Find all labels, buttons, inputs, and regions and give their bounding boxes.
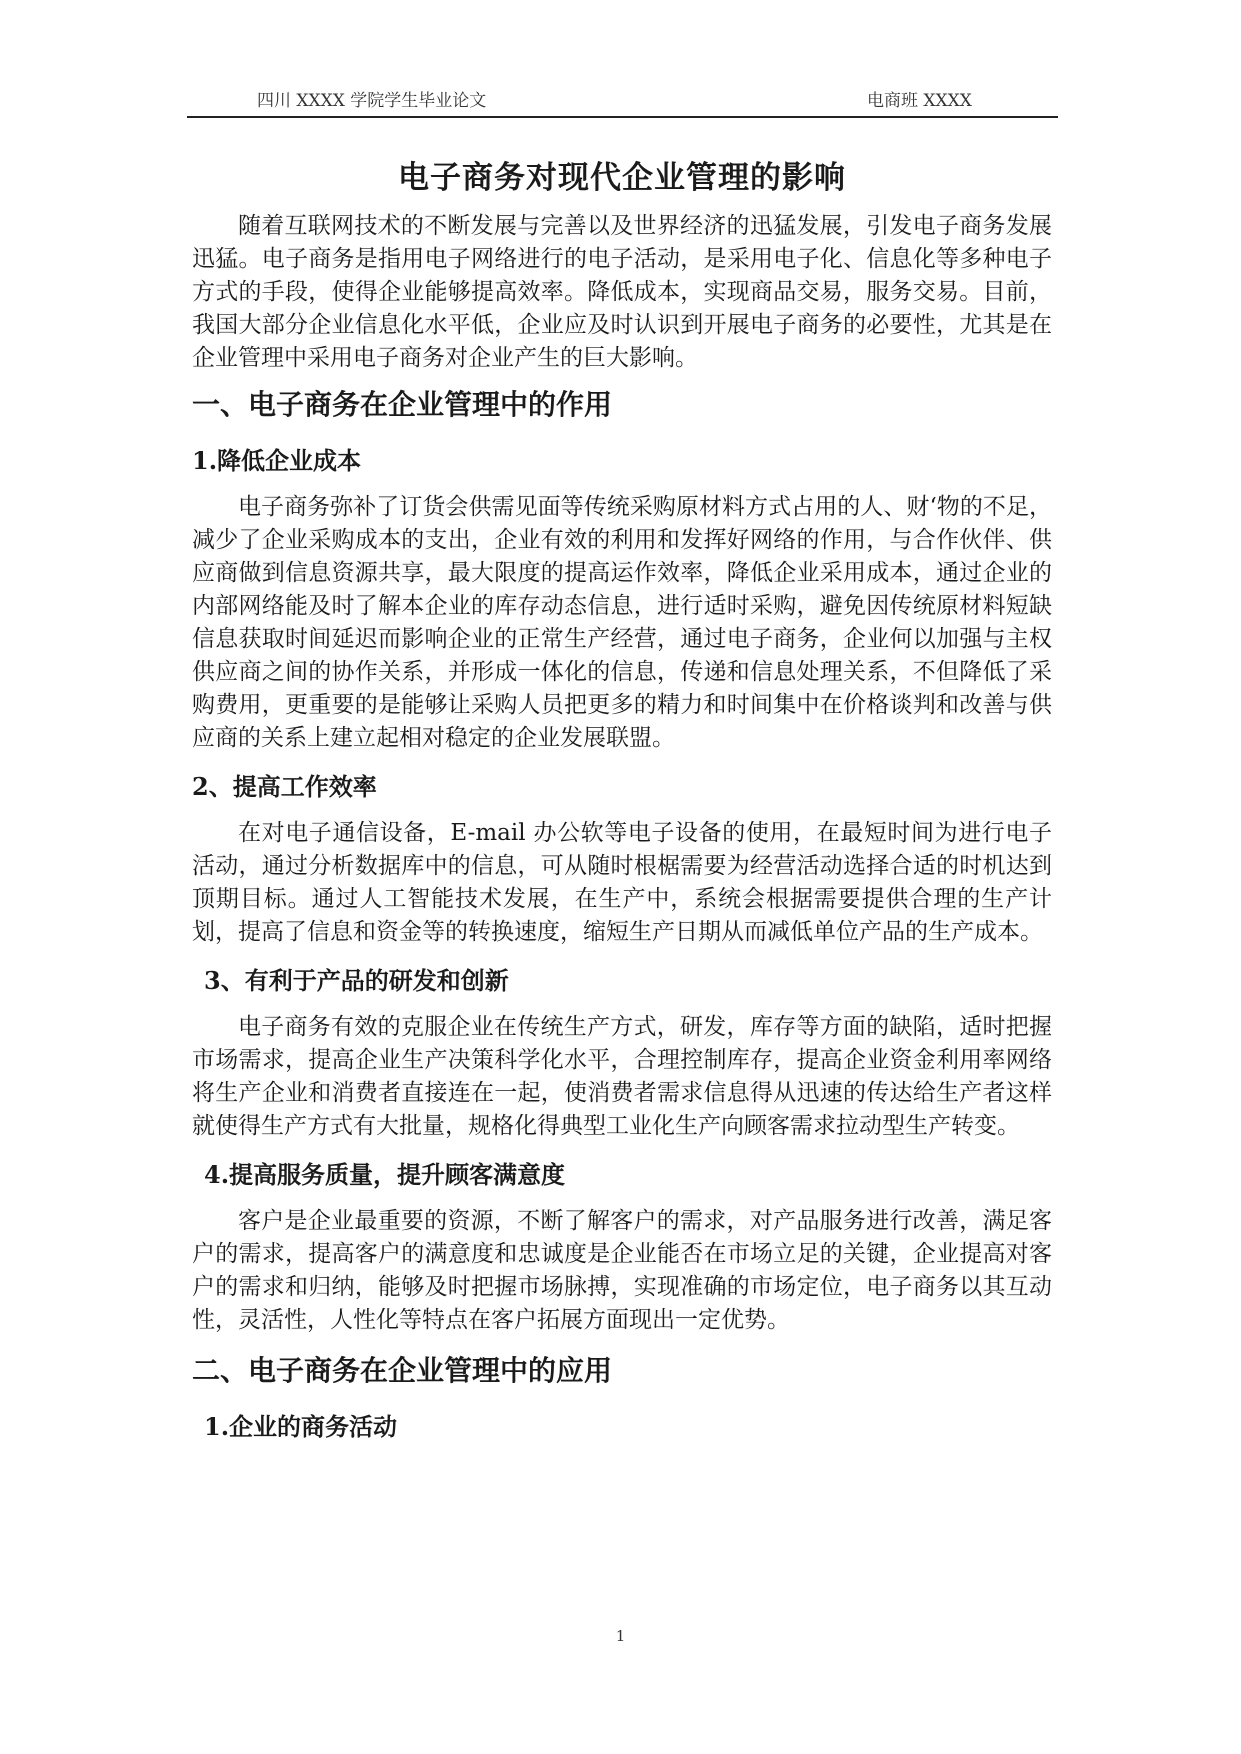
section-2-1-heading: 1.企业的商务活动 <box>204 1412 398 1441</box>
document-body <box>192 158 1052 1457</box>
header-divider <box>187 116 1058 118</box>
section-2-heading: 二、电子商务在企业管理中的应用 <box>192 1354 613 1387</box>
section-1-4-paragraph: 客户是企业最重要的资源，不断了解客户的需求，对产品服务进行改善，满足客户的需求，提高客户的满意度和忠诚度是企业能否在市场立足的关键，企业提高对客户的需求和归纳，能够及时把握市场脉搏，实现准确的市场定位，电子商务以其互动性，灵活性，人性化等特点在客户拓展方面现出一定优势。 <box>192 1208 1052 1333</box>
section-1-3-paragraph: 电子商务有效的克服企业在传统生产方式，研发，库存等方面的缺陷，适时把握市场需求，提高企业生产决策科学化水平，合理控制库存，提高企业资金利用率网络将生产企业和消费者直接连在一起，使消费者需求信息得从迅速的传达给生产者这样就使得生产方式有大批量，规格化得典型工业化生产向顾客需求拉动型生产转变。 <box>192 1014 1052 1139</box>
section-1-2-paragraph: 在对电子通信设备，E-mail 办公软等电子设备的使用，在最短时间为进行电子活动，通过分析数据库中的信息，可从随时根椐需要为经营活动选择合适的时机达到顶期目标。通过人工智能技术发展，在生产中，系统会根据需要提供合理的生产计划，提高了信息和资金等的转换速度，缩短生产日期从而减低单位产品的生产成本。 <box>192 820 1052 945</box>
header-school-title: 四川 XXXX 学院学生毕业论文 <box>257 91 487 111</box>
document-title: 电子商务对现代企业管理的影响 <box>398 160 846 196</box>
page-header <box>187 86 1058 116</box>
section-1-4-heading: 4.提高服务质量，提升顾客满意度 <box>204 1160 566 1189</box>
page-number: 1 <box>615 1627 626 1645</box>
header-class-name: 电商班 XXXX <box>867 91 972 111</box>
section-1-1-paragraph: 电子商务弥补了订货会供需见面等传统采购原材料方式占用的人、财‘物的不足，减少了企业采购成本的支出，企业有效的利用和发挥好网络的作用，与合作伙伴、供应商做到信息资源共享，最大限度的提高运作效率，降低企业采用成本，通过企业的内部网络能及时了解本企业的库存动态信息，进行适时采购，避免因传统原材料短缺信息获取时间延迟而影响企业的正常生产经营，通过电子商务，企业何以加强与主权供应商之间的协作关系，并形成一体化的信息，传递和信息处理关系，不但降低了采购费用，更重要的是能够让采购人员把更多的精力和时间集中在价格谈判和改善与供应商的关系上建立起相对稳定的企业发展联盟。 <box>192 494 1052 751</box>
section-1-3-heading: 3、有利于产品的研发和创新 <box>204 966 509 995</box>
section-1-heading: 一、电子商务在企业管理中的作用 <box>192 388 613 421</box>
section-1-2-heading: 2、提高工作效率 <box>192 772 377 801</box>
intro-paragraph: 随着互联网技术的不断发展与完善以及世界经济的迅猛发展，引发电子商务发展迅猛。电子商务是指用电子网络进行的电子活动，是采用电子化、信息化等多种电子方式的手段，使得企业能够提高效率。降低成本，实现商品交易，服务交易。目前，我国大部分企业信息化水平低，企业应及时认识到开展电子商务的必要性，尤其是在企业管理中采用电子商务对企业产生的巨大影响。 <box>192 213 1052 371</box>
section-1-1-heading: 1.降低企业成本 <box>192 446 362 475</box>
